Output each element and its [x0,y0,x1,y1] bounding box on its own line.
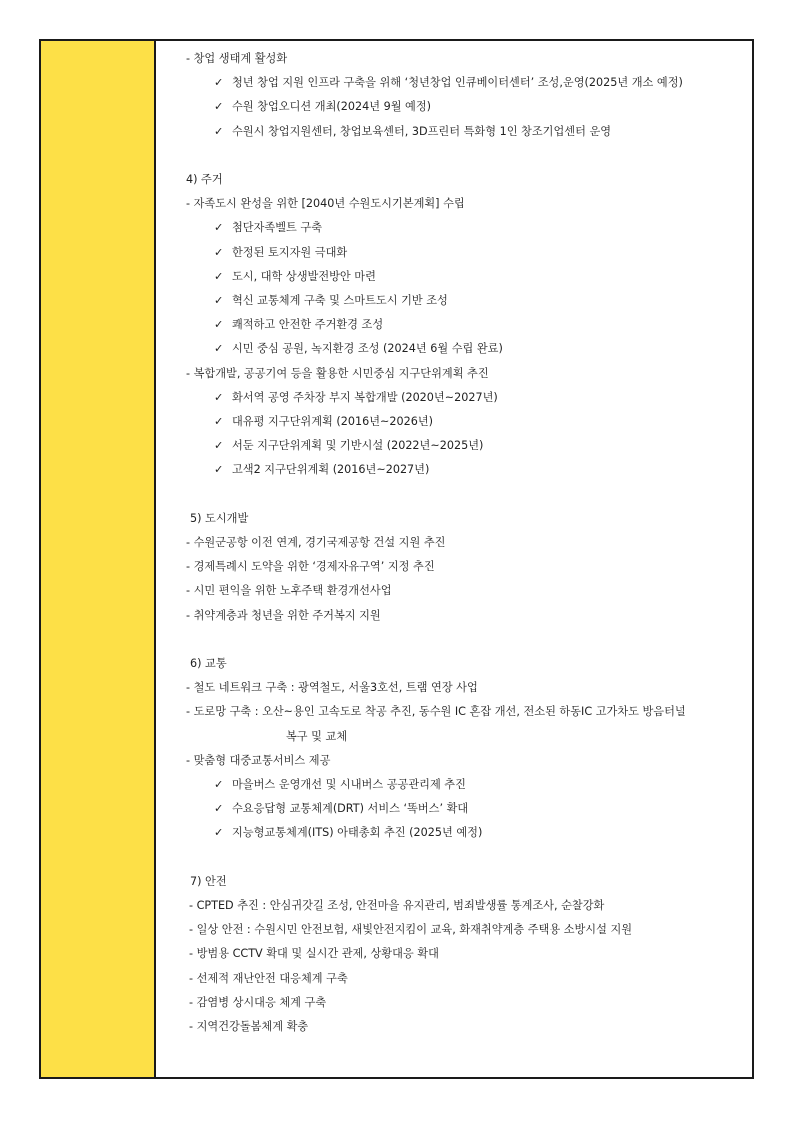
line-text: 한정된 토지자원 극대화 [232,245,348,259]
check-item [186,797,748,821]
bullet-item [186,47,748,71]
bullet-item [186,700,748,724]
bullet-item [186,579,748,603]
line-text: - 수원군공항 이전 연계, 경기국제공항 건설 지원 추진 [186,536,446,550]
bullet-item [186,531,748,555]
checkmark-icon: ✓ [214,269,224,283]
line-text: - 방범용 CCTV 확대 및 실시간 관제, 상황대응 확대 [189,947,439,961]
check-item [186,265,748,289]
line-text: - 도로망 구축 : 오산~용인 고속도로 착공 추진, 동수원 IC 혼잡 개선, 전소된 하동IC 고가차도 방음터널 [186,705,686,719]
line-text: - 지역건강돌봄체계 확충 [189,1020,309,1034]
bullet-item [186,362,748,386]
blank-line [186,144,748,168]
bullet-item [186,991,748,1015]
check-item [186,458,748,482]
checkmark-icon: ✓ [214,221,224,235]
bullet-item [186,967,748,991]
line-text: 대유평 지구단위계획 (2016년~2026년) [232,415,434,429]
line-text: 첨단자족벨트 구축 [232,221,323,235]
line-text: - 철도 네트워크 구축 : 광역철도, 서울3호선, 트램 연장 사업 [186,681,478,695]
line-text: 복구 및 교체 [286,729,348,743]
check-item [186,120,748,144]
section-heading [186,168,748,192]
line-text: - 복합개발, 공공기여 등을 활용한 시민중심 지구단위계획 추진 [186,366,489,380]
line-text: - 창업 생태계 활성화 [186,52,288,65]
check-item [186,337,748,361]
line-text: - 맞춤형 대중교통서비스 제공 [186,753,331,767]
sidebar-column [41,41,156,1077]
line-text: 서둔 지구단위계획 및 기반시설 (2022년~2025년) [232,439,484,453]
bullet-item [186,942,748,966]
section-heading [186,507,748,531]
section-heading [186,870,748,894]
checkmark-icon: ✓ [214,124,224,138]
line-text: - 감염병 상시대응 체계 구축 [189,995,327,1009]
line-text: 쾌적하고 안전한 주거환경 조성 [232,318,384,332]
check-item [186,71,748,95]
checkmark-icon: ✓ [214,390,224,404]
checkmark-icon: ✓ [214,294,224,308]
bullet-item [186,894,748,918]
checkmark-icon: ✓ [214,245,224,259]
document-body [186,47,748,1039]
checkmark-icon: ✓ [214,415,224,429]
line-text: - 선제적 재난안전 대응체계 구축 [189,971,348,985]
line-text: - 일상 안전 : 수원시민 안전보험, 새빛안전지킴이 교육, 화재취약계층 주택용 소방시설 지원 [189,923,633,937]
bullet-item [186,749,748,773]
bullet-item [186,676,748,700]
line-text: 화서역 공영 주차장 부지 복합개발 (2020년~2027년) [232,390,498,404]
line-text: 수원 창업오디션 개최(2024년 9월 예정) [232,100,432,114]
bullet-item [186,918,748,942]
line-text: 시민 중심 공원, 녹지환경 조성 (2024년 6월 수립 완료) [232,342,503,356]
check-item [186,821,748,845]
bullet-item [186,192,748,216]
check-item [186,313,748,337]
check-item [186,216,748,240]
bullet-item [186,604,748,628]
check-item [186,434,748,458]
checkmark-icon: ✓ [214,826,224,840]
checkmark-icon: ✓ [214,463,224,477]
line-text: - 자족도시 완성을 위한 [2040년 수원도시기본계획] 수립 [186,197,465,211]
checkmark-icon: ✓ [214,342,224,356]
check-item [186,410,748,434]
checkmark-icon: ✓ [214,76,224,90]
line-text: - 취약계층과 청년을 위한 주거복지 지원 [186,608,381,622]
blank-line [186,628,748,652]
line-text: 도시, 대학 상생발전방안 마련 [232,269,376,283]
line-text: 청년 창업 지원 인프라 구축을 위해 ‘청년창업 인큐베이터센터’ 조성,운영(2025년 개소 예정) [232,76,683,90]
check-item [186,386,748,410]
line-text: 혁신 교통체계 구축 및 스마트도시 기반 조성 [232,294,448,308]
line-text: - 경제특례시 도약을 위한 ‘경제자유구역’ 지정 추진 [186,560,435,574]
checkmark-icon: ✓ [214,318,224,332]
line-text: 지능형교통체계(ITS) 아태총회 추진 (2025년 예정) [232,826,483,840]
blank-line [186,483,748,507]
line-text: 고색2 지구단위계획 (2016년~2027년) [232,463,430,477]
bullet-item [186,1015,748,1039]
check-item [186,773,748,797]
line-text: 6) 교통 [190,657,227,671]
line-text: - 시민 편익을 위한 노후주택 환경개선사업 [186,584,392,598]
check-item [186,289,748,313]
checkmark-icon: ✓ [214,802,224,816]
section-heading [186,652,748,676]
blank-line [186,846,748,870]
check-item [186,241,748,265]
line-text: 수원시 창업지원센터, 창업보육센터, 3D프린터 특화형 1인 창조기업센터 운영 [232,124,612,138]
checkmark-icon: ✓ [214,778,224,792]
line-text: 5) 도시개발 [190,511,249,525]
check-item [186,95,748,119]
document-frame [39,39,754,1079]
checkmark-icon: ✓ [214,439,224,453]
checkmark-icon: ✓ [214,100,224,114]
line-text: - CPTED 추진 : 안심귀갓길 조성, 안전마을 유지관리, 범죄발생률 통계조사, 순찰강화 [189,899,605,913]
line-text: 4) 주거 [186,173,223,186]
line-text: 수요응답형 교통체계(DRT) 서비스 ‘똑버스’ 확대 [232,802,469,816]
line-text: 마을버스 운영개선 및 시내버스 공공관리제 추진 [232,778,466,792]
line-text: 7) 안전 [190,874,227,888]
bullet-continuation [186,725,748,749]
bullet-item [186,555,748,579]
